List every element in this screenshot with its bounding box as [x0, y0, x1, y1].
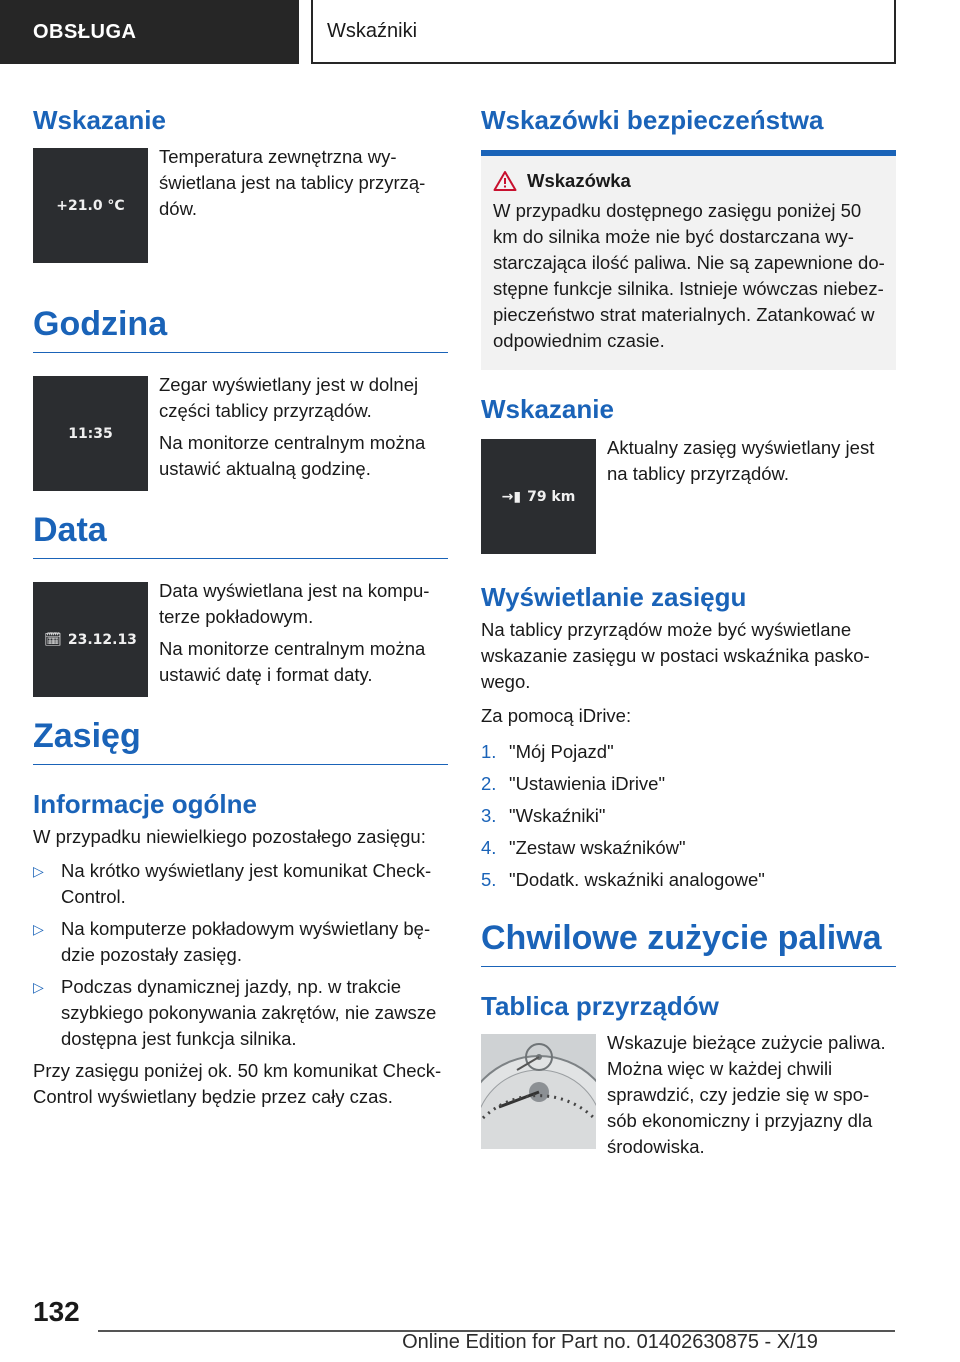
temperature-display-text: +21.0 °C: [56, 197, 125, 214]
list-item: ▷ Na krótko wyświetlany jest komunikat Check- Control.: [33, 860, 432, 907]
calendar-icon: 🗓︎: [44, 631, 62, 648]
triangle-bullet-icon: ▷: [33, 979, 44, 995]
date-block: [33, 582, 448, 697]
edition-note: Online Edition for Part no. 01402630875 - X/19: [402, 1331, 818, 1353]
zasieg-bullets: [33, 858, 448, 1052]
triangle-bullet-icon: ▷: [33, 921, 44, 937]
list-item: 2. "Ustawienia iDrive": [481, 773, 666, 794]
wskazanie-heading: Wskazanie: [33, 105, 166, 135]
date-text-1: Data wyświetlana jest na kompu- terze pokładowym.: [159, 580, 430, 627]
temperature-display-figure: [33, 148, 148, 263]
chwilowe-heading: Chwilowe zużycie paliwa: [481, 919, 896, 967]
consumption-block: [481, 1034, 896, 1166]
clock-text-2: Na monitorze centralnym można ustawić aktualną godzinę.: [159, 432, 426, 479]
clock-text-1: Zegar wyświetlany jest w dolnej części tablicy przyrządów.: [159, 374, 419, 421]
note-title-row: [487, 170, 890, 192]
page-number: 132: [33, 1296, 80, 1327]
date-display-text: 23.12.13: [67, 631, 137, 648]
list-item: 4. "Zestaw wskaźników": [481, 837, 686, 858]
godzina-heading: Godzina: [33, 305, 448, 353]
wskazanie-right-heading: Wskazanie: [481, 394, 614, 424]
list-item: ▷ Na komputerze pokładowym wyświetlany bę- dzie pozostały zasięg.: [33, 918, 431, 965]
clock-block: [33, 376, 448, 491]
clock-display-text: 11:35: [68, 425, 113, 442]
informacje-heading: Informacje ogólne: [33, 789, 257, 819]
consumption-text: Wskazuje bieżące zużycie paliwa. Można więc w każdej chwili sprawdzić, czy jedzie się w spo- sób ekonomiczny i przyjazny dla środowiska.: [607, 1032, 886, 1157]
section-label: OBSŁUGA: [33, 20, 137, 43]
safety-note: [481, 156, 896, 370]
list-item: 3. "Wskaźniki": [481, 805, 606, 826]
idrive-steps: [481, 739, 896, 893]
temperature-block: [33, 148, 448, 263]
range-display-text: 79 km: [527, 488, 576, 505]
wyswietlanie-text: Na tablicy przyrządów może być wyświetlane wskazanie zasięgu w postaci wskaźnika pasko- wego.: [481, 619, 870, 692]
gauge-icon: [481, 1034, 596, 1149]
note-text: W przypadku dostępnego zasięgu poniżej 50 km do silnika może nie być dostarczana wy- starczająca ilość paliwa. Nie są zapewnione do- stępne funkcje silnika. Istnieje wówczas niebez- pieczeństwo strat materialnych. Zatankować w odpowiednim czasie.: [493, 200, 885, 351]
warning-triangle-icon: [493, 170, 517, 192]
clock-display-figure: [33, 376, 148, 491]
fuel-pump-icon: →▮: [501, 488, 522, 505]
tablica-heading: Tablica przyrządów: [481, 991, 719, 1021]
zasieg-outro: Przy zasięgu poniżej ok. 50 km komunikat Check-Control wyświetlany będzie przez cały czas.: [33, 1060, 442, 1107]
date-display-figure: [33, 582, 148, 697]
list-item: ▷ Podczas dynamicznej jazdy, np. w trakcie szybkiego pokonywania zakrętów, nie zawsze dostępna jest funkcja silnika.: [33, 976, 437, 1049]
idrive-text: Za pomocą iDrive:: [481, 705, 632, 726]
safety-heading: Wskazówki bezpieczeństwa: [481, 105, 824, 135]
triangle-bullet-icon: ▷: [33, 863, 44, 879]
note-title: Wskazówka: [527, 170, 631, 191]
range-text: Aktualny zasięg wyświetlany jest na tablicy przyrządów.: [607, 437, 875, 484]
chapter-label: Wskaźniki: [327, 19, 418, 42]
temperature-text: Temperatura zewnętrzna wy- świetlana jest na tablicy przyrzą- dów.: [159, 146, 426, 219]
consumption-gauge-figure: [481, 1034, 596, 1149]
right-column: [481, 96, 896, 1166]
range-display-figure: [481, 439, 596, 554]
list-item: 5. "Dodatk. wskaźniki analogowe": [481, 869, 765, 890]
zasieg-heading: Zasięg: [33, 717, 448, 765]
date-text-2: Na monitorze centralnym można ustawić datę i format daty.: [159, 638, 426, 685]
left-column: [33, 96, 448, 1110]
range-block: [481, 439, 896, 554]
section-tab: [0, 0, 299, 64]
chapter-tab: [311, 0, 896, 64]
zasieg-intro: W przypadku niewielkiego pozostałego zasięgu:: [33, 826, 426, 847]
wyswietlanie-heading: Wyświetlanie zasięgu: [481, 582, 747, 612]
data-heading: Data: [33, 511, 448, 559]
list-item: 1. "Mój Pojazd": [481, 741, 614, 762]
